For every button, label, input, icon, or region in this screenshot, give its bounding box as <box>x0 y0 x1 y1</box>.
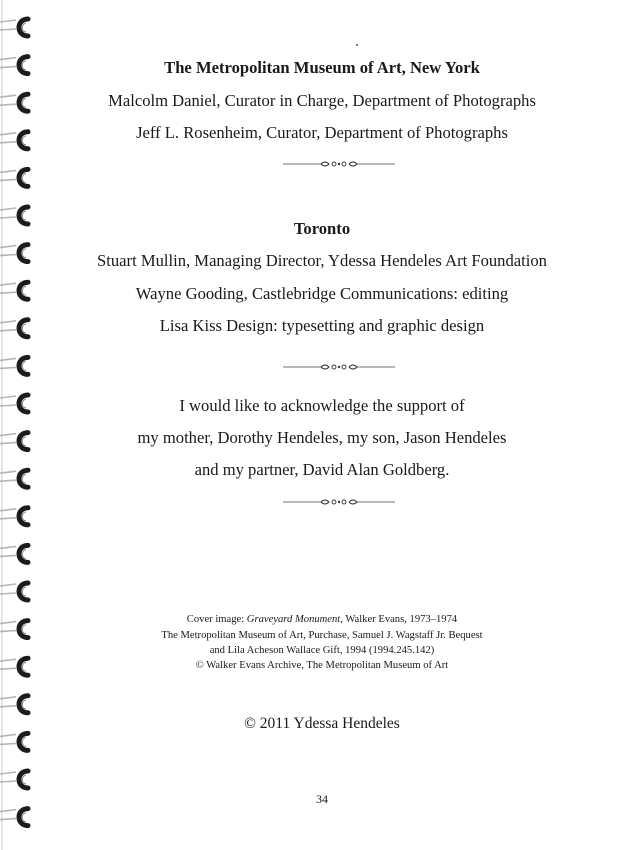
acknowledgement-line: and my partner, David Alan Goldberg. <box>194 460 450 479</box>
cover-credit-line: The Metropolitan Museum of Art, Purchase, Samuel J. Wagstaff Jr. Bequest <box>161 630 483 641</box>
binding-coil <box>0 545 28 562</box>
binding-coil <box>0 696 28 713</box>
binding-coil <box>0 809 28 826</box>
page-number: 34 <box>316 792 328 806</box>
binding-coil <box>0 169 28 186</box>
cover-credit-line: © Walker Evans Archive, The Metropolitan Museum of Art <box>195 660 449 671</box>
binding-coil <box>0 19 28 36</box>
toronto-credit-line: Lisa Kiss Design: typesetting and graphic design <box>159 316 485 335</box>
binding-coil <box>0 508 28 525</box>
cover-credit-suffix: , Walker Evans, 1973–1974 <box>340 614 458 625</box>
toronto-credit-line: Wayne Gooding, Castlebridge Communications: editing <box>135 284 509 303</box>
met-credit-line: Malcolm Daniel, Curator in Charge, Department of Photographs <box>108 91 536 110</box>
ornament-divider <box>283 159 395 169</box>
cover-credit-title: Graveyard Monument <box>246 614 341 625</box>
copyright-notice: © 2011 Ydessa Hendeles <box>244 715 400 732</box>
ink-speck <box>356 44 358 46</box>
toronto-heading: Toronto <box>293 219 351 238</box>
cover-credit-line <box>0 614 644 625</box>
acknowledgement-line: my mother, Dorothy Hendeles, my son, Jason Hendeles <box>137 428 507 447</box>
toronto-credit-line: Stuart Mullin, Managing Director, Ydessa Hendeles Art Foundation <box>97 251 547 270</box>
binding-coil <box>0 733 28 750</box>
ornament-divider <box>283 362 395 372</box>
met-credit-line: Jeff L. Rosenheim, Curator, Department of Photographs <box>136 123 508 142</box>
ornament-divider <box>283 497 395 507</box>
met-heading: The Metropolitan Museum of Art, New York <box>164 58 480 77</box>
cover-credit-prefix: Cover image: <box>186 614 247 625</box>
binding-coil <box>0 357 28 374</box>
cover-credit-line: and Lila Acheson Wallace Gift, 1994 (1994.245.142) <box>209 645 435 656</box>
binding-coil <box>0 771 28 788</box>
binding-coil <box>0 583 28 600</box>
acknowledgement-line: I would like to acknowledge the support of <box>179 396 465 415</box>
